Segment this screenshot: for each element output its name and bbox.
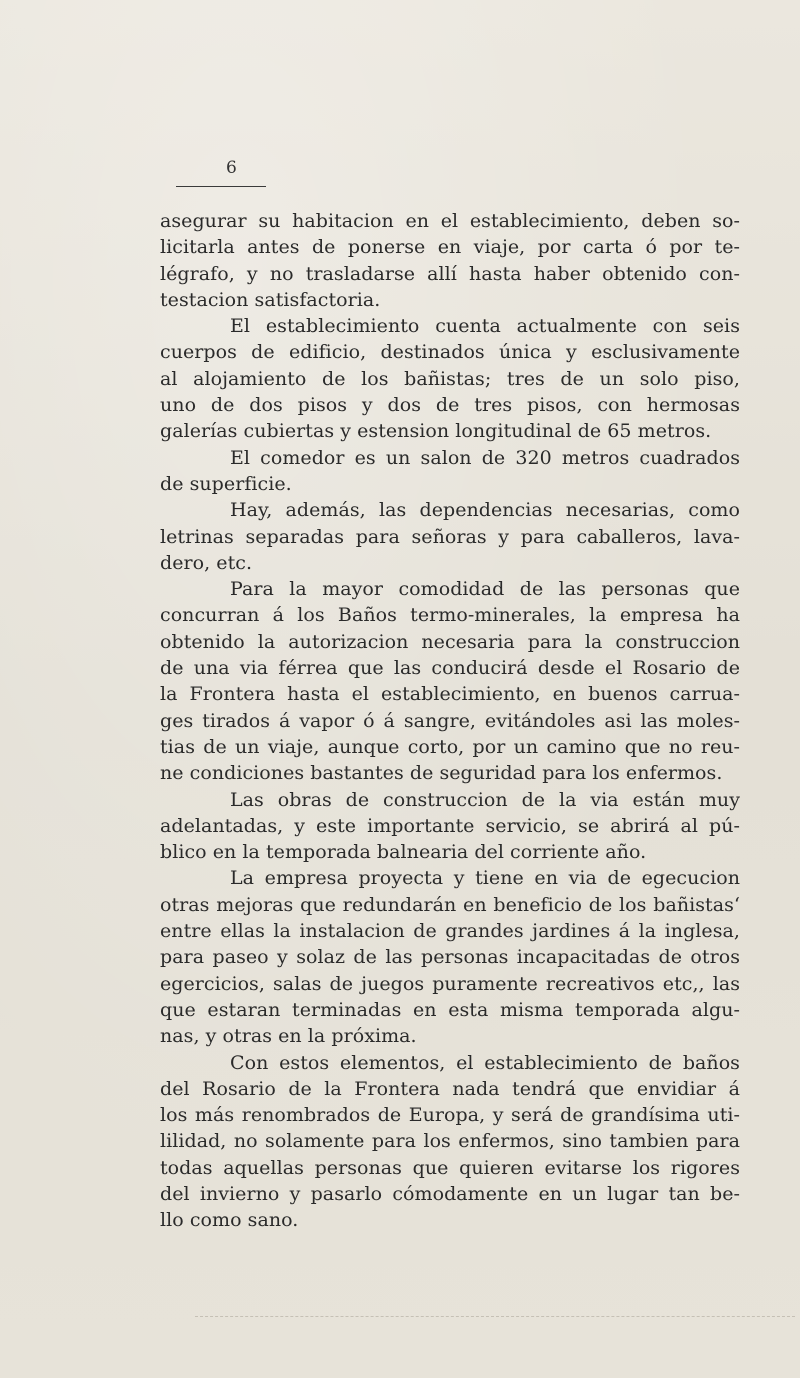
paragraph-start: Con estos elementos, el establecimiento de baños	[230, 1051, 740, 1074]
text-line: otras mejoras que redundarán en beneficio de los bañistas‘	[160, 893, 740, 916]
paragraph-start: Hay, además, las dependencias necesarias, como	[230, 499, 740, 522]
page-number-rule	[176, 186, 266, 187]
body-text	[160, 208, 740, 1234]
text-line: nas, y otras en la próxima.	[160, 1025, 417, 1048]
text-line: para paseo y solaz de las personas incapacitadas de otros	[160, 946, 740, 969]
paragraph-start: El establecimiento cuenta actualmente con seis	[230, 315, 740, 338]
text-line: llo como sano.	[160, 1209, 299, 1232]
page-number: 6	[226, 158, 237, 178]
bottom-print-marks	[195, 1316, 795, 1317]
text-line: légrafo, y no trasladarse allí hasta haber obtenido con-	[160, 262, 740, 285]
text-line: egercicios, salas de juegos puramente recreativos etc,, las	[160, 972, 740, 995]
text-line: adelantadas, y este importante servicio, se abrirá al pú-	[160, 814, 740, 837]
text-line: uno de dos pisos y dos de tres pisos, con hermosas	[160, 394, 740, 417]
text-line: tias de un viaje, aunque corto, por un camino que no reu-	[160, 735, 740, 758]
text-line: blico en la temporada balnearia del corriente año.	[160, 841, 647, 864]
text-line: del invierno y pasarlo cómodamente en un lugar tan be-	[160, 1182, 740, 1205]
text-line: que estaran terminadas en esta misma temporada algu-	[160, 998, 740, 1021]
text-line: ne condiciones bastantes de seguridad para los enfermos.	[160, 762, 723, 785]
text-line: asegurar su habitacion en el establecimiento, deben so-	[160, 210, 740, 232]
text-line: licitarla antes de ponerse en viaje, por carta ó por te-	[160, 236, 740, 259]
paragraph-start: Las obras de construccion de la via están muy	[230, 788, 740, 811]
text-line: testacion satisfactoria.	[160, 288, 381, 311]
text-line: todas aquellas personas que quieren evitarse los rigores	[160, 1156, 740, 1179]
text-line: los más renombrados de Europa, y será de grandísima uti-	[160, 1104, 740, 1127]
paragraph-start: El comedor es un salon de 320 metros cuadrados	[230, 446, 740, 469]
text-line: de una via férrea que las conducirá desde el Rosario de	[160, 657, 740, 680]
text-line: del Rosario de la Frontera nada tendrá que envidiar á	[160, 1077, 740, 1100]
text-line: galerías cubiertas y estension longitudinal de 65 metros.	[160, 420, 712, 443]
text-line: obtenido la autorizacion necesaria para la construccion	[160, 630, 740, 653]
text-line: ges tirados á vapor ó á sangre, evitándoles asi las moles-	[160, 709, 740, 732]
paragraph-start: La empresa proyecta y tiene en via de egecucion	[230, 867, 740, 890]
text-line: concurran á los Baños termo-minerales, la empresa ha	[160, 604, 740, 627]
text-line: de superficie.	[160, 472, 292, 495]
text-line: lilidad, no solamente para los enfermos, sino tambien para	[160, 1130, 740, 1153]
text-line: la Frontera hasta el establecimiento, en buenos carrua-	[160, 683, 740, 706]
text-line: entre ellas la instalacion de grandes jardines á la inglesa,	[160, 920, 740, 943]
text-line: letrinas separadas para señoras y para caballeros, lava-	[160, 525, 740, 548]
paragraph-start: Para la mayor comodidad de las personas que	[230, 578, 740, 601]
text-line: dero, etc.	[160, 551, 253, 574]
text-line: al alojamiento de los bañistas; tres de un solo piso,	[160, 367, 740, 390]
text-line: cuerpos de edificio, destinados única y esclusivamente	[160, 341, 740, 364]
